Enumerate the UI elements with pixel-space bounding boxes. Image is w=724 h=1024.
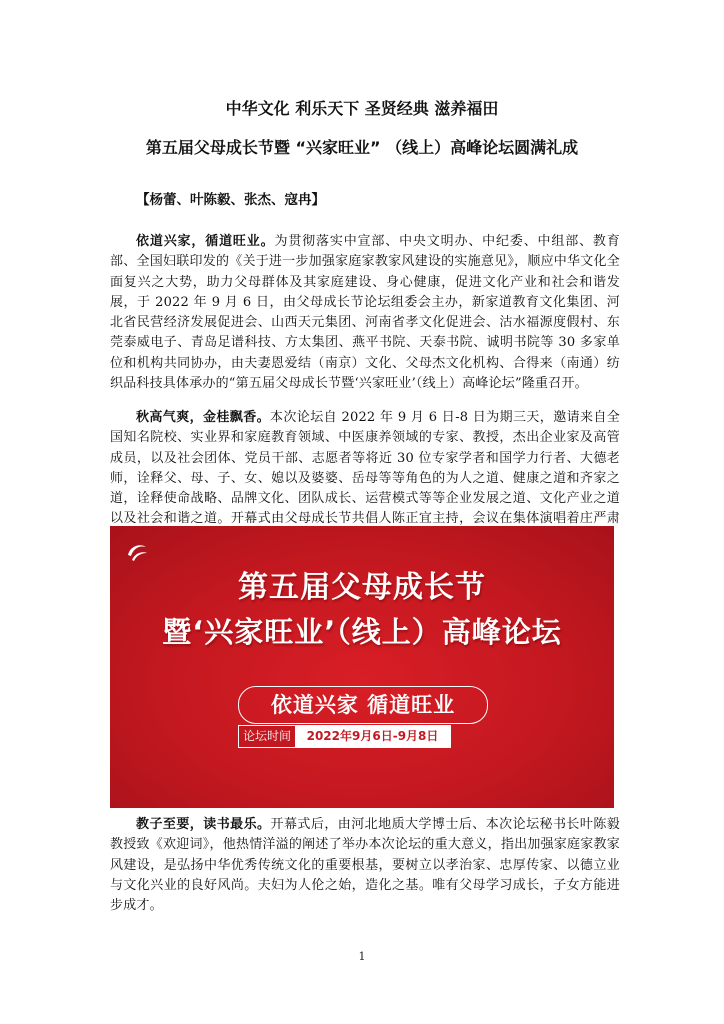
date-value: 2022年9月6日-9月8日 (306, 729, 439, 743)
banner-subheadline: 暨‘兴家旺业’（线上）高峰论坛 (162, 615, 562, 649)
paragraph-text: 开幕式后，由河北地质大学博士后、本次论坛秘书长叶陈毅教授致《欢迎词》，他热情洋溢的阐述了举办本次论坛的重大意义，指出加强家庭家教家风建设，是弘扬中华优秀传统文化的重要根基，要树立以孝治家、忠厚传家、以德立业与文化兴业的良好风尚。夫妇为人伦之始，造化之基。唯有父母学习成长，子女方能进步成才。 (110, 817, 620, 914)
page-title: 中华文化 利乐天下 圣贤经典 滋养福田 (225, 99, 499, 118)
paragraph-lead: 依道兴家，循道旺业。 (136, 234, 275, 249)
author-byline: 【杨蕾、叶陈毅、张杰、寇冉】 (136, 192, 325, 208)
banner-date-box (238, 725, 451, 748)
page-number: 1 (358, 950, 366, 963)
paragraph-lead: 秋高气爽，金桂飘香。 (136, 410, 270, 425)
paragraph-text: 为贯彻落实中宣部、中央文明办、中纪委、中组部、教育部、全国妇联印发的《关于进一步加强家庭家教家风建设的实施意见》，顺应中华文化全面复兴之大势，助力父母群体及其家庭建设、身心健康，促进文化产业和社会和谐发展，于 2022 年 9 月 6 日，由父母成长节论坛组委会主办，新家道教育文化集团、河北省民营经济发展促进会、山西天元集团、河南省孝文化促进会、沽水福源度假村、东莞泰威电子、青岛足谱科技、方太集团、燕平书院、天泰书院、诚明书院等 30 多家单位和机构共同协办，由夫妻恩爱结（南京）文化、父母杰文化机构、合得来（南通）纺织品科技具体承办的“第五届父母成长节暨‘兴家旺业’（线上）高峰论坛”隆重召开。 (110, 234, 620, 392)
date-label: 论坛时间 (239, 726, 295, 747)
banner-slogan: 依道兴家 循道旺业 (238, 686, 488, 724)
body-paragraph (110, 232, 620, 394)
paragraph-lead: 教子至要，读书最乐。 (136, 817, 271, 832)
event-banner-image (110, 526, 614, 808)
page-subtitle: 第五届父母成长节暨 “兴家旺业” （线上）高峰论坛圆满礼成 (145, 138, 579, 157)
banner-headline: 第五届父母成长节 (238, 570, 486, 605)
body-paragraph (110, 815, 620, 916)
paragraph-text: 本次论坛自 2022 年 9 月 6 日-8 日为期三天，邀请来自全国知名院校、实业界和家庭教育领域、中医康养领域的专家、教授，杰出企业家及高管成员，以及社会团体、党员干部、志愿者等将近 30 位专家学者和国学力行者、大德老师，诠释父、母、子、女、媳以及婆婆、岳母等等角色的为人之道、健康之道和齐家之道，诠释使命战略、品牌文化、团队成长、运营模式等等企业发展之道、文化产业之道以及社会和谐之道。开幕式由父母成长节共倡人陈正宜主持，会议在集体演唱着庄严肃 (110, 410, 620, 527)
